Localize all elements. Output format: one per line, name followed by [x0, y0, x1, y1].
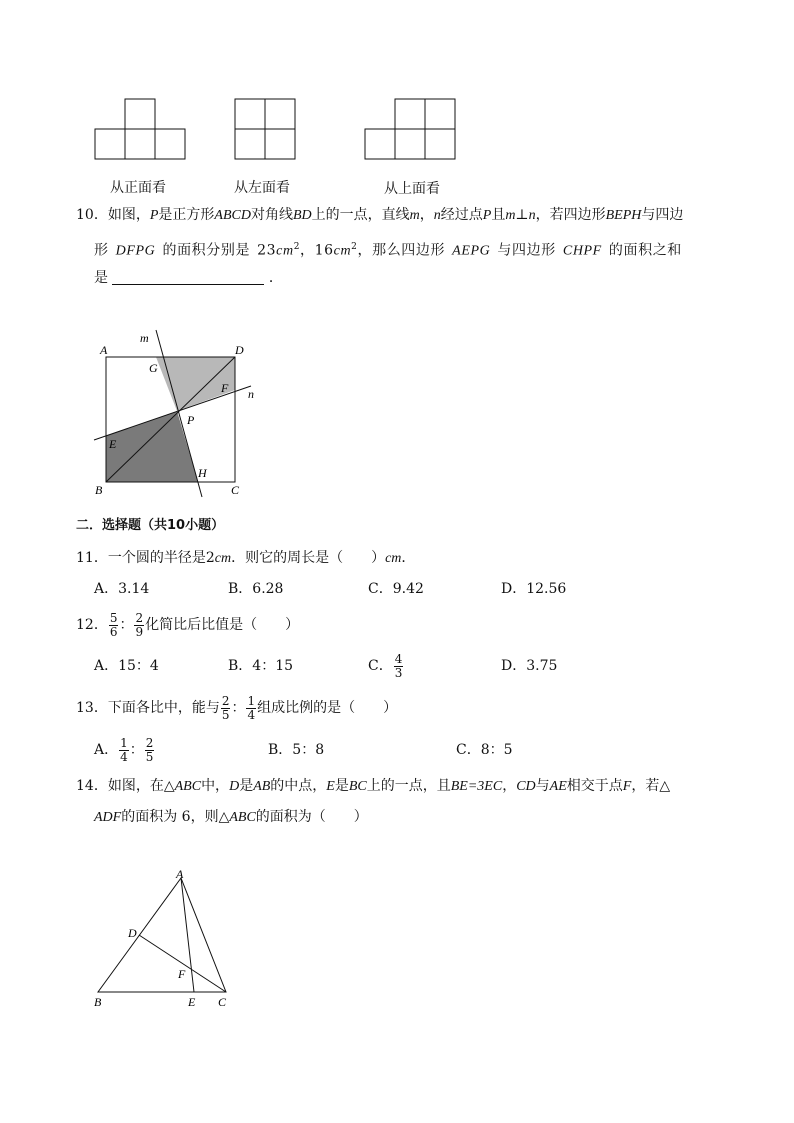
- q13-option-c[interactable]: C．8：5: [456, 742, 513, 758]
- q11-option-d[interactable]: D．12.56: [501, 581, 567, 597]
- q14-figure: [90, 864, 250, 1014]
- fig10-label-n: n: [248, 387, 254, 401]
- q10-line1: 10．如图，P是正方形ABCD对角线BD上的一点，直线m，n经过点P且m⊥n，若四边形BEPH与四边: [76, 207, 684, 223]
- q12-stem: 12． $\frac{5}{6}$ ： $\frac{2}{9}$ 化简比后比值是（ ）: [76, 610, 300, 639]
- fig10-label-F: F: [221, 381, 229, 395]
- shaded-BEPH: [106, 411, 198, 482]
- fig10-label-P: P: [187, 413, 195, 427]
- q13-option-b[interactable]: B．5：8: [268, 742, 325, 758]
- front-view-label: 从正面看: [110, 180, 166, 196]
- left-view-label: 从左面看: [234, 180, 290, 196]
- q12-option-d[interactable]: D．3.75: [501, 658, 558, 674]
- q10-figure: [85, 325, 265, 505]
- fig10-label-m: m: [140, 331, 149, 345]
- q11-option-c[interactable]: C．9.42: [368, 581, 424, 597]
- q11-option-b[interactable]: B．6.28: [228, 581, 284, 597]
- q12-option-b[interactable]: B．4：15: [228, 658, 294, 674]
- fig10-label-E: E: [109, 437, 117, 451]
- q10-line3: 是 ．: [94, 270, 283, 286]
- triangle-ABC: [98, 878, 226, 992]
- q13-option-a[interactable]: A． $\frac{1}{4}$ ： $\frac{2}{5}$: [94, 735, 154, 764]
- fig14-label-A: A: [176, 867, 184, 881]
- segment-CD: [139, 935, 226, 992]
- fig14-label-F: F: [178, 967, 186, 981]
- fig14-label-B: B: [94, 995, 102, 1009]
- front-view-square: [125, 99, 155, 129]
- section2-title: 二．选择题（共10小题）: [76, 518, 225, 533]
- top-view-label: 从上面看: [384, 181, 440, 197]
- q12-option-c[interactable]: C． $\frac{4}{3}$: [368, 651, 403, 680]
- left-view-square: [235, 99, 265, 129]
- fig10-label-C: C: [231, 483, 240, 497]
- answer-blank[interactable]: [112, 270, 264, 285]
- top-view-square: [395, 99, 425, 129]
- three-view-figure: [90, 94, 470, 164]
- q14-line2: ADF的面积为 6，则△ABC的面积为（ ）: [94, 809, 368, 825]
- fig10-label-H: H: [198, 466, 207, 480]
- q14-line1: 14．如图，在△ABC中，D是AB的中点，E是BC上的一点，且BE=3EC，CD与AE相交于点F，若△: [76, 778, 671, 794]
- fig10-label-B: B: [95, 483, 103, 497]
- q13-stem: 13．下面各比中，能与 $\frac{2}{5}$ ： $\frac{1}{4}$ 组成比例的是（ ）: [76, 693, 398, 722]
- q12-option-a[interactable]: A．15：4: [94, 658, 159, 674]
- fig10-label-A: A: [100, 343, 108, 357]
- fig10-label-D: D: [235, 343, 244, 357]
- q10-line2: 形 DFPG 的面积分别是 $23cm^2$，$16cm^2$，那么四边形 AEPG 与四边形 CHPF 的面积之和: [94, 242, 682, 259]
- fig10-label-G: G: [149, 361, 158, 375]
- fig14-label-E: E: [188, 995, 196, 1009]
- fig14-label-D: D: [128, 926, 137, 940]
- fig14-label-C: C: [218, 995, 227, 1009]
- q11-option-a[interactable]: A．3.14: [94, 581, 150, 597]
- q11-stem: 11．一个圆的半径是2cm．则它的周长是（ ）cm．: [76, 550, 416, 566]
